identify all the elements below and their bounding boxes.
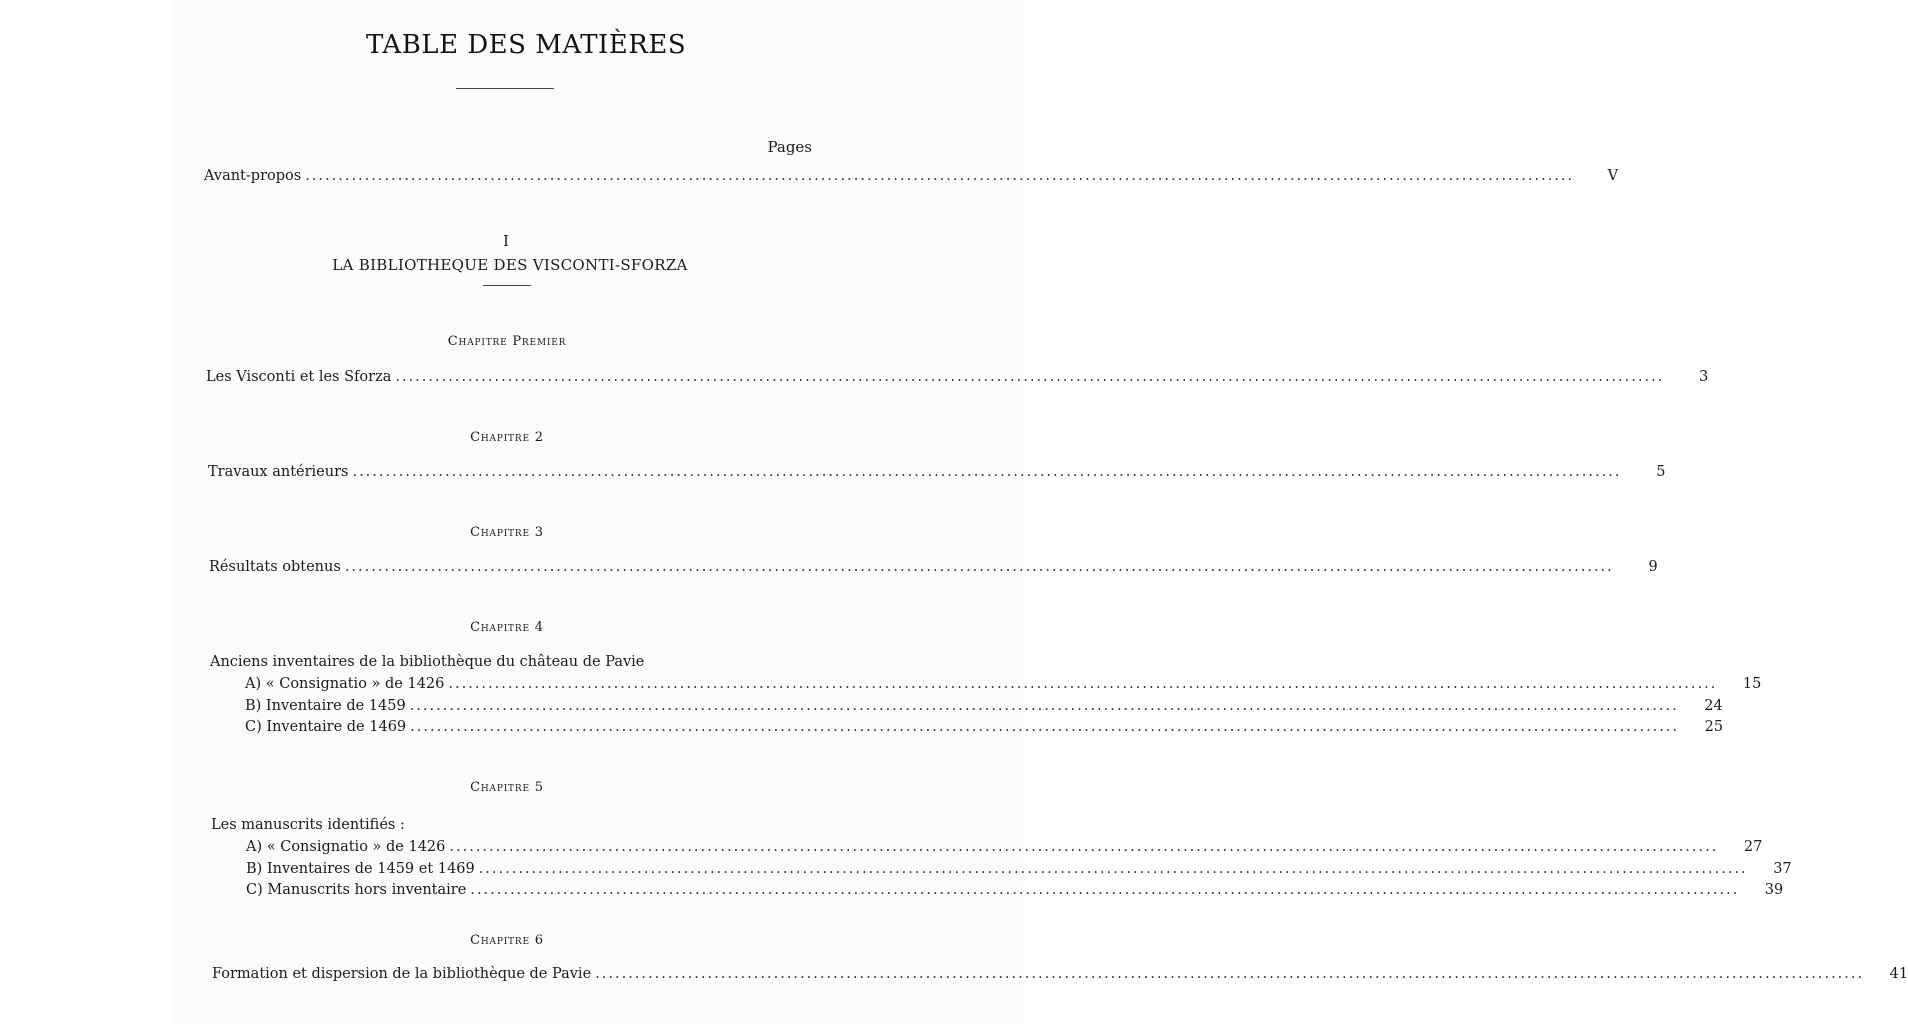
toc-entry-page: V xyxy=(1607,168,1619,184)
toc-entry-label: Travaux antérieurs xyxy=(208,464,349,480)
dot-leader: ................................................................................................................................................................................................ xyxy=(395,369,1665,385)
chapter-heading-premier: Chapitre Premier xyxy=(447,334,567,349)
dot-leader: ................................................................................................................................................................................................ xyxy=(409,698,1679,714)
toc-entry-page: 37 xyxy=(1773,861,1792,877)
toc-entry-chapitre-premier[interactable] xyxy=(206,369,1709,385)
dot-leader: ................................................................................................................................................................................................ xyxy=(448,676,1718,692)
chapter-4-intro: Anciens inventaires de la bibliothèque du château de Pavie xyxy=(210,654,645,670)
dot-leader: ................................................................................................................................................................................................ xyxy=(595,966,1865,982)
toc-entry-label: Avant-propos xyxy=(204,168,302,184)
pages-column-label: Pages xyxy=(767,138,812,156)
toc-entry-page: 15 xyxy=(1742,676,1762,692)
toc-entry-chapitre-4-a[interactable] xyxy=(245,676,1762,692)
toc-entry-label: A) « Consignatio » de 1426 xyxy=(245,676,445,692)
chapter-heading-3: Chapitre 3 xyxy=(470,525,544,540)
chapter-heading-2: Chapitre 2 xyxy=(470,430,544,445)
part-number: I xyxy=(503,232,509,250)
toc-entry-label: B) Inventaires de 1459 et 1469 xyxy=(246,861,475,877)
dot-leader: ................................................................................................................................................................................................ xyxy=(478,861,1748,877)
chapter-heading-6: Chapitre 6 xyxy=(470,933,544,948)
toc-entry-chapitre-4-b[interactable] xyxy=(245,698,1723,714)
toc-entry-page: 41 xyxy=(1889,966,1908,982)
toc-entry-chapitre-5-a[interactable] xyxy=(246,839,1763,855)
toc-entry-chapitre-4-c[interactable] xyxy=(245,719,1724,735)
toc-entry-page: 24 xyxy=(1704,698,1723,714)
chapter-heading-5: Chapitre 5 xyxy=(470,780,544,795)
page-title: TABLE DES MATIÈRES xyxy=(366,30,687,60)
toc-entry-label: A) « Consignatio » de 1426 xyxy=(246,839,446,855)
toc-entry-label: Formation et dispersion de la bibliothèque de Pavie xyxy=(212,966,592,982)
toc-entry-label: Les Visconti et les Sforza xyxy=(206,369,392,385)
toc-entry-page: 39 xyxy=(1764,882,1784,898)
toc-entry-chapitre-5-b[interactable] xyxy=(246,861,1792,877)
toc-entry-label: B) Inventaire de 1459 xyxy=(245,698,406,714)
part-rule xyxy=(483,285,531,286)
toc-entry-page: 27 xyxy=(1743,839,1763,855)
toc-entry-label: C) Manuscrits hors inventaire xyxy=(246,882,467,898)
toc-entry-avant-propos[interactable] xyxy=(204,168,1619,184)
dot-leader: ................................................................................................................................................................................................ xyxy=(449,839,1719,855)
toc-entry-page: 5 xyxy=(1656,464,1666,480)
toc-entry-chapitre-2[interactable] xyxy=(208,464,1666,480)
toc-entry-label: Résultats obtenus xyxy=(209,559,341,575)
title-rule xyxy=(456,88,554,89)
toc-entry-chapitre-6[interactable] xyxy=(212,966,1908,982)
toc-entry-label: C) Inventaire de 1469 xyxy=(245,719,407,735)
dot-leader: ................................................................................................................................................................................................ xyxy=(352,464,1622,480)
dot-leader: ................................................................................................................................................................................................ xyxy=(410,719,1680,735)
toc-entry-chapitre-5-c[interactable] xyxy=(246,882,1784,898)
chapter-heading-4: Chapitre 4 xyxy=(470,620,544,635)
toc-entry-page: 9 xyxy=(1648,559,1658,575)
part-title: LA BIBLIOTHEQUE DES VISCONTI-SFORZA xyxy=(332,256,688,274)
dot-leader: ................................................................................................................................................................................................ xyxy=(470,882,1740,898)
toc-entry-chapitre-3[interactable] xyxy=(209,559,1658,575)
toc-entry-page: 3 xyxy=(1699,369,1709,385)
dot-leader: ................................................................................................................................................................................................ xyxy=(344,559,1614,575)
toc-entry-page: 25 xyxy=(1704,719,1724,735)
dot-leader: ................................................................................................................................................................................................ xyxy=(305,168,1575,184)
chapter-5-intro: Les manuscrits identifiés : xyxy=(211,817,405,833)
